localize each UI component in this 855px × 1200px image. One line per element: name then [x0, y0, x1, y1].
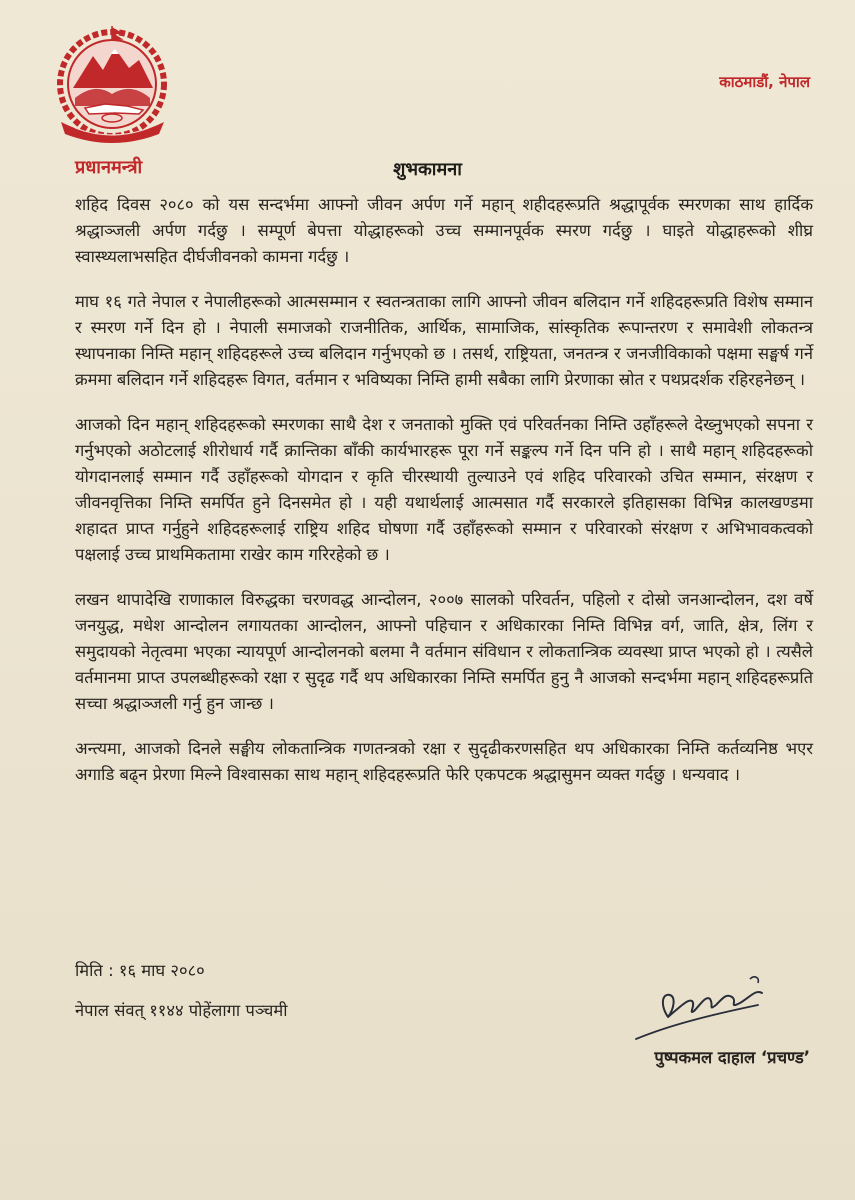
- paragraph-2: माघ १६ गते नेपाल र नेपालीहरूको आत्मसम्मान र स्वतन्त्रताका लागि आफ्नो जीवन बलिदान गर्ने शहिदहरूप्रति विशेष सम्मान र स्मरण गर्ने दिन हो । नेपाली समाजको राजनीतिक, आर्थिक, सामाजिक, सांस्कृतिक रूपान्तरण र समावेशी लोकतन्त्र स्थापनाका निम्ति महान् शहिदहरूले उच्च बलिदान गर्नुभएको छ । तसर्थ, राष्ट्रियता, जनतन्त्र र जनजीविकाको पक्षमा सङ्घर्ष गर्ने क्रममा बलिदान गर्ने शहिदहरू विगत, वर्तमान र भविष्यका निम्ति हामी सबैका लागि प्रेरणाका स्रोत र पथप्रदर्शक रहिरहनेछन् ।: [75, 292, 813, 389]
- paragraph-1: शहिद दिवस २०८० को यस सन्दर्भमा आफ्नो जीवन अर्पण गर्ने महान् शहीदहरूप्रति श्रद्धापूर्वक स्मरणका साथ हार्दिक श्रद्धाञ्जली अर्पण गर्दछु । सम्पूर्ण बेपत्ता योद्धाहरूको उच्च सम्मानपूर्वक स्मरण गर्दछु । घाइते योद्धाहरूको शीघ्र स्वास्थ्यलाभसहित दीर्घजीवनको कामना गर्दछु ।: [75, 195, 813, 266]
- signatory-name: पुष्पकमल दाहाल ‘प्रचण्ड’: [654, 1048, 810, 1067]
- paragraph-3: आजको दिन महान् शहिदहरूको स्मरणका साथै देश र जनताको मुक्ति एवं परिवर्तनका निम्ति उहाँहरूले देख्नुभएको सपना र गर्नुभएको अठोटलाई शीरोधार्य गर्दै क्रान्तिका बाँकी कार्यभारहरू पूरा गर्ने सङ्कल्प गर्ने दिन पनि हो । साथै महान् शहिदहरूको योगदानलाई सम्मान गर्दै उहाँहरूको योगदान र कृति चीरस्थायी तुल्याउने एवं शहिद परिवारको उचित सम्मान, संरक्षण र जीवनवृत्तिका निम्ति समर्पित हुने दिनसमेत हो । यही यथार्थलाई आत्मसात गर्दै सरकारले इतिहासका विभिन्न कालखण्डमा शहादत प्राप्त गर्नुहुने शहिदहरूलाई राष्ट्रिय शहिद घोषणा गर्दै उहाँहरूको सम्मान र परिवारको संरक्षण र अभिभावकत्वको पक्षलाई उच्च प्राथमिकतामा राखेर काम गरिरहेको छ ।: [75, 415, 813, 564]
- nepal-samvat-date: नेपाल संवत् ११४४ पोहेंलागा पञ्चमी: [75, 1001, 288, 1020]
- paragraph-5: अन्त्यमा, आजको दिनले सङ्घीय लोकतान्त्रिक गणतन्त्रको रक्षा र सुदृढीकरणसहित थप अधिकारका निम्ति कर्तव्यनिष्ठ भएर अगाडि बढ्न प्रेरणा मिल्ने विश्वासका साथ महान् शहिदहरूप्रति फेरि एकपटक श्रद्धासुमन व्यक्त गर्दछु । धन्यवाद ।: [75, 739, 813, 784]
- date-line: मिति : १६ माघ २०८०: [75, 961, 205, 980]
- signature-icon: [630, 965, 800, 1045]
- paragraph-4: लखन थापादेखि राणाकाल विरुद्धका चरणवद्ध आन्दोलन, २००७ सालको परिवर्तन, पहिलो र दोस्रो जनआन्दोलन, दश वर्षे जनयुद्ध, मधेश आन्दोलन लगायतका आन्दोलन, आफ्नो पहिचान र अधिकारका निम्ति विभिन्न वर्ग, जाति, क्षेत्र, लिंग र समुदायको नेतृत्वमा भएका न्यायपूर्ण आन्दोलनको बलमा नै वर्तमान संविधान र लोकतान्त्रिक व्यवस्था प्राप्त भएको हो । त्यसैले वर्तमानमा प्राप्त उपलब्धीहरूको रक्षा र सुदृढ गर्दै थप अधिकारका निम्ति समर्पित हुनु नै आजको सन्दर्भमा महान् शहिदहरूप्रति सच्चा श्रद्धाञ्जली गर्नु हुन जान्छ ।: [75, 590, 813, 713]
- letter-body: [75, 192, 813, 802]
- office-title: प्रधानमन्त्री: [75, 157, 143, 178]
- nepal-emblem-icon: [55, 26, 170, 144]
- location-label: काठमाडौं, नेपाल: [719, 73, 810, 91]
- document-title: शुभकामना: [393, 159, 462, 180]
